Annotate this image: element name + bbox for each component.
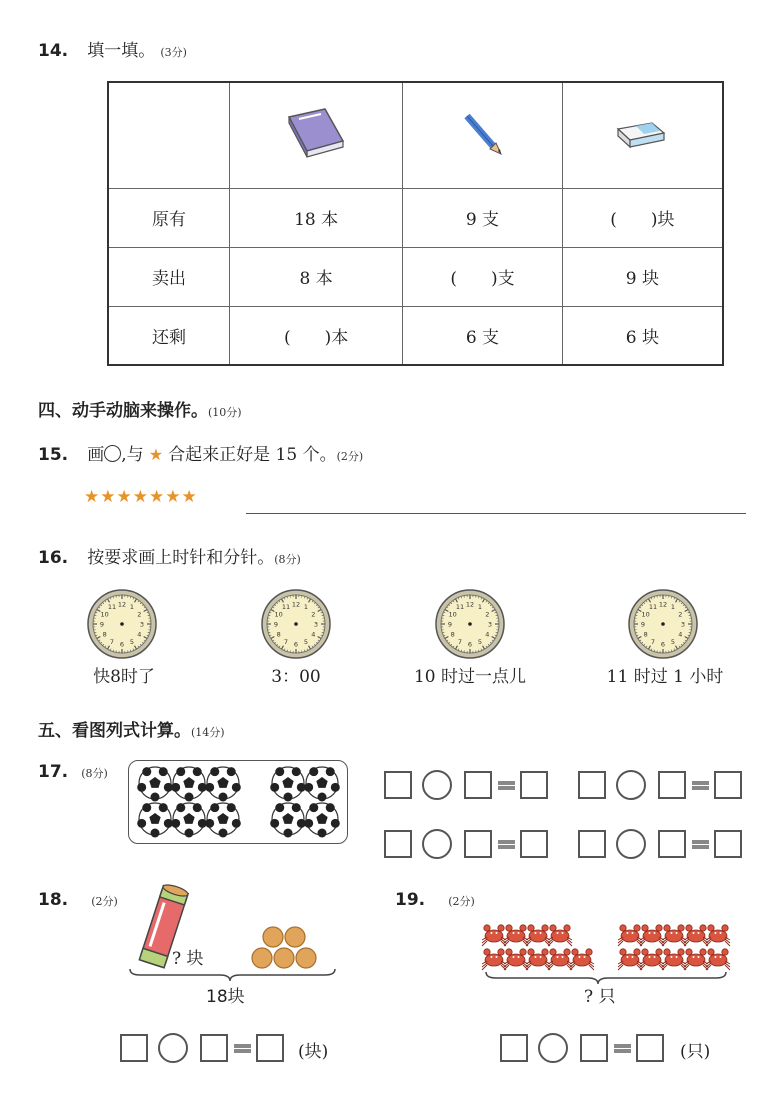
table-cell: 18 本: [230, 188, 403, 247]
eraser-cell: [562, 82, 723, 188]
svg-text:3: 3: [139, 620, 145, 629]
svg-text:12: 12: [658, 600, 668, 609]
question-18-header: [38, 890, 118, 910]
svg-text:3: 3: [487, 620, 493, 629]
question-17-header: [38, 762, 108, 782]
crab-icon: [548, 925, 572, 946]
svg-text:1: 1: [303, 603, 309, 612]
svg-text:4: 4: [678, 630, 683, 639]
clock-1[interactable]: [86, 588, 158, 664]
section-5-header: [38, 716, 225, 741]
equals-sign: [692, 840, 709, 849]
pencil-cell: [403, 82, 563, 188]
pencil-icon: [457, 108, 507, 158]
soccer-ball-icon: [171, 803, 207, 838]
equals-sign: [692, 781, 709, 790]
question-14-header: [38, 36, 187, 61]
equals-sign: [614, 1044, 631, 1053]
points: (2分): [448, 895, 475, 908]
answer-box[interactable]: [658, 771, 686, 799]
soccer-ball-icon: [171, 767, 207, 802]
total-label: 18块: [206, 987, 245, 1007]
points: (10分): [208, 406, 242, 419]
answer-box[interactable]: [500, 1034, 528, 1062]
section-4-header: [38, 396, 242, 421]
svg-text:8: 8: [450, 630, 455, 639]
unit-label: (只): [680, 1042, 711, 1062]
question-number: 16.: [38, 548, 69, 568]
svg-text:1: 1: [477, 603, 483, 612]
clock-label: 11 时过 1 小时: [606, 667, 724, 687]
clock-4[interactable]: [627, 588, 699, 664]
clock-face-icon[interactable]: [260, 588, 332, 660]
soccer-ball-icon: [304, 803, 340, 838]
soccer-ball-icon: [137, 803, 173, 838]
drawing-answer-line[interactable]: [246, 513, 746, 514]
svg-text:4: 4: [137, 630, 142, 639]
svg-text:11: 11: [648, 603, 658, 612]
svg-text:8: 8: [102, 630, 107, 639]
clock-3[interactable]: [434, 588, 506, 664]
soccer-ball-icon: [137, 767, 173, 802]
clock-2[interactable]: [260, 588, 332, 664]
soccer-ball-icon: [205, 767, 241, 802]
crab-icon: [706, 925, 730, 946]
table-cell: 6 块: [562, 306, 723, 365]
svg-text:6: 6: [660, 640, 666, 649]
points: (8分): [81, 767, 108, 780]
clock-face-icon[interactable]: [627, 588, 699, 660]
svg-text:1: 1: [670, 603, 676, 612]
row-label: 原有: [108, 188, 230, 247]
svg-text:9: 9: [273, 620, 279, 629]
svg-text:6: 6: [119, 640, 125, 649]
table-cell: 9 块: [562, 247, 723, 306]
table-row: [108, 306, 723, 365]
svg-text:12: 12: [117, 600, 127, 609]
star-row: ★★★★★★★: [84, 487, 198, 507]
answer-blank-cell[interactable]: ( )支: [403, 247, 563, 306]
answer-box[interactable]: [714, 771, 742, 799]
table-cell: 6 支: [403, 306, 563, 365]
svg-text:12: 12: [465, 600, 475, 609]
question-16-header: [38, 543, 301, 568]
points: (2分): [336, 450, 364, 463]
clock-label: 3：00: [271, 667, 321, 687]
answer-box[interactable]: [658, 830, 686, 858]
operator-circle[interactable]: [158, 1033, 188, 1063]
row-label: 还剩: [108, 306, 230, 365]
svg-text:2: 2: [137, 610, 142, 619]
question-number: 18.: [38, 890, 69, 910]
points: (8分): [274, 553, 301, 566]
answer-box[interactable]: [384, 771, 412, 799]
eraser-icon: [612, 113, 672, 153]
svg-text:7: 7: [283, 637, 289, 646]
svg-text:5: 5: [303, 637, 309, 646]
book-icon: [281, 105, 351, 161]
section-title: 四、动手动脑来操作。: [38, 401, 208, 421]
svg-text:10: 10: [274, 610, 283, 619]
answer-box[interactable]: [578, 830, 606, 858]
circle-icon: [104, 445, 121, 462]
svg-text:11: 11: [455, 603, 465, 612]
svg-text:11: 11: [281, 603, 291, 612]
clock-label: 快8时了: [93, 667, 155, 687]
question-number: 19.: [395, 890, 426, 910]
crab-icon: [570, 949, 594, 970]
crab-icon: [706, 949, 730, 970]
crab-icon: [548, 949, 572, 970]
soccer-ball-icon: [205, 803, 241, 838]
soccer-balls-picture: [129, 761, 347, 843]
soccer-ball-box: [128, 760, 348, 844]
svg-text:10: 10: [641, 610, 650, 619]
crab-icon: [526, 925, 550, 946]
fill-table: [107, 81, 724, 366]
unknown-count-label: ? 只: [584, 987, 616, 1007]
svg-text:9: 9: [447, 620, 453, 629]
question-text-c: 合起来正好是 15 个。: [168, 445, 337, 465]
svg-text:2: 2: [678, 610, 683, 619]
crab-icon: [482, 925, 506, 946]
svg-text:7: 7: [109, 637, 115, 646]
question-number: 15.: [38, 445, 69, 465]
crab-icon: [482, 949, 506, 970]
answer-box[interactable]: [580, 1034, 608, 1062]
crab-icon: [684, 925, 708, 946]
crab-icon: [640, 925, 664, 946]
answer-box[interactable]: [520, 830, 548, 858]
unknown-count-label: ? 块: [172, 949, 204, 969]
question-text-b: ,与: [121, 445, 144, 465]
clock-face-icon[interactable]: [434, 588, 506, 660]
svg-text:7: 7: [457, 637, 463, 646]
soccer-ball-icon: [270, 767, 306, 802]
answer-box[interactable]: [520, 771, 548, 799]
question-text: 填一填。: [87, 41, 156, 61]
svg-text:2: 2: [311, 610, 316, 619]
table-row: [108, 247, 723, 306]
answer-box[interactable]: [384, 830, 412, 858]
answer-box[interactable]: [714, 830, 742, 858]
points: (3分): [160, 46, 187, 59]
equals-sign: [498, 781, 515, 790]
crab-icon: [662, 949, 686, 970]
operator-circle[interactable]: [616, 829, 646, 859]
equals-sign: [498, 840, 515, 849]
svg-text:5: 5: [670, 637, 676, 646]
crab-icon: [504, 925, 528, 946]
empty-corner-cell: [108, 82, 230, 188]
question-text-a: 画: [87, 445, 105, 465]
points: (14分): [191, 726, 225, 739]
crab-icon: [618, 949, 642, 970]
answer-box[interactable]: [464, 830, 492, 858]
equals-sign: [234, 1044, 251, 1053]
svg-text:5: 5: [477, 637, 483, 646]
answer-box[interactable]: [578, 771, 606, 799]
svg-text:8: 8: [643, 630, 648, 639]
section-title: 五、看图列式计算。: [38, 721, 191, 741]
svg-text:9: 9: [640, 620, 646, 629]
svg-text:12: 12: [291, 600, 301, 609]
answer-blank-cell[interactable]: ( )块: [562, 188, 723, 247]
biscuit-tube-picture: [125, 882, 345, 982]
svg-text:3: 3: [313, 620, 319, 629]
crab-icon: [662, 925, 686, 946]
svg-text:10: 10: [448, 610, 457, 619]
operator-circle[interactable]: [616, 770, 646, 800]
star-icon: ★: [148, 445, 164, 464]
operator-circle[interactable]: [422, 770, 452, 800]
answer-box[interactable]: [200, 1034, 228, 1062]
operator-circle[interactable]: [538, 1033, 568, 1063]
answer-blank-cell[interactable]: ( )本: [230, 306, 403, 365]
clock-label: 10 时过一点儿: [413, 667, 527, 687]
soccer-ball-icon: [270, 803, 306, 838]
book-cell: [230, 82, 403, 188]
svg-text:5: 5: [129, 637, 135, 646]
answer-box[interactable]: [636, 1034, 664, 1062]
answer-box[interactable]: [256, 1034, 284, 1062]
clock-face-icon[interactable]: [86, 588, 158, 660]
answer-box[interactable]: [464, 771, 492, 799]
svg-text:4: 4: [485, 630, 490, 639]
svg-text:8: 8: [276, 630, 281, 639]
svg-text:4: 4: [311, 630, 316, 639]
svg-text:6: 6: [293, 640, 299, 649]
crabs-picture: [480, 920, 736, 984]
question-number: 14.: [38, 41, 69, 61]
svg-text:9: 9: [99, 620, 105, 629]
svg-text:7: 7: [650, 637, 656, 646]
table-cell: 9 支: [403, 188, 563, 247]
crab-icon: [618, 925, 642, 946]
row-label: 卖出: [108, 247, 230, 306]
soccer-ball-icon: [304, 767, 340, 802]
svg-text:6: 6: [467, 640, 473, 649]
points: (2分): [91, 895, 118, 908]
table-row: [108, 188, 723, 247]
question-19-header: [395, 890, 475, 910]
svg-text:10: 10: [100, 610, 109, 619]
answer-box[interactable]: [120, 1034, 148, 1062]
crab-icon: [684, 949, 708, 970]
operator-circle[interactable]: [422, 829, 452, 859]
table-header-row: [108, 82, 723, 188]
question-text: 按要求画上时针和分针。: [87, 548, 275, 568]
unit-label: (块): [298, 1042, 329, 1062]
svg-text:1: 1: [129, 603, 135, 612]
svg-text:2: 2: [485, 610, 490, 619]
svg-text:3: 3: [680, 620, 686, 629]
question-number: 17.: [38, 762, 69, 782]
svg-text:11: 11: [107, 603, 117, 612]
crab-icon: [640, 949, 664, 970]
crab-icon: [504, 949, 528, 970]
table-cell: 8 本: [230, 247, 403, 306]
crab-icon: [526, 949, 550, 970]
question-15-header: [38, 440, 363, 465]
